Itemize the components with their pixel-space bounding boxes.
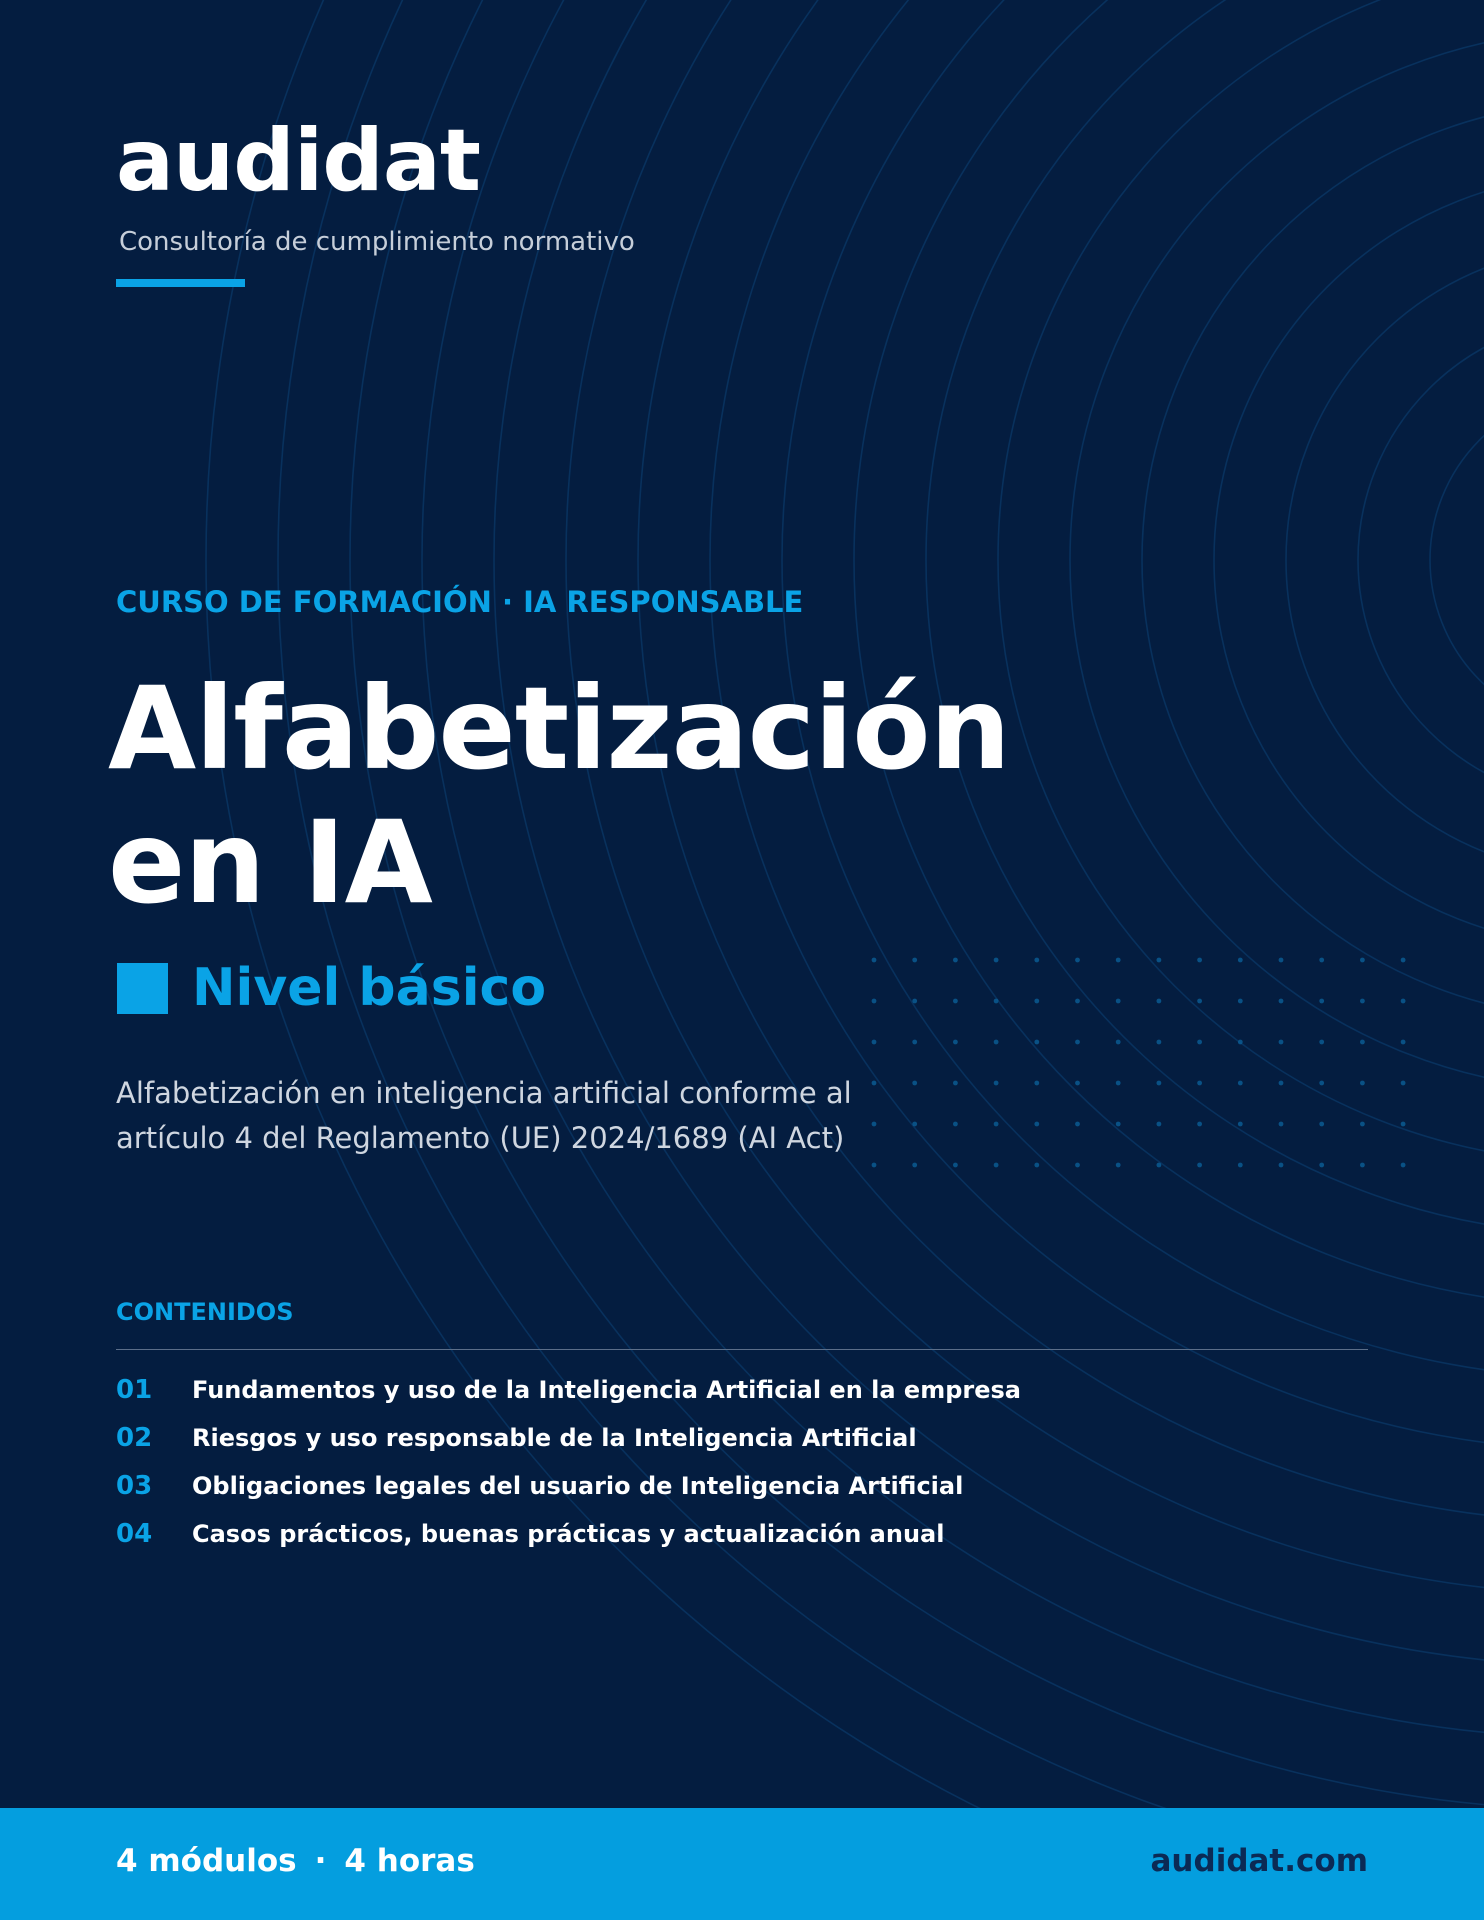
- background-dot: [1360, 958, 1365, 963]
- background-dot: [1197, 958, 1202, 963]
- contents-item-number: 02: [116, 1423, 153, 1453]
- background-arc: [278, 0, 1484, 1882]
- background-dot: [1401, 999, 1406, 1004]
- contents-item-number: 01: [116, 1375, 153, 1405]
- contents-item: [116, 1514, 1356, 1562]
- background-dot: [1197, 1040, 1202, 1045]
- background-dot: [994, 958, 999, 963]
- background-dot: [1197, 1122, 1202, 1127]
- background-dot: [1360, 1040, 1365, 1045]
- background-dot: [994, 1163, 999, 1168]
- footer-course-meta: [116, 1841, 475, 1881]
- background-dot: [1116, 1163, 1121, 1168]
- background-dot: [1157, 1122, 1162, 1127]
- background-dot: [1401, 1081, 1406, 1086]
- background-dot: [1401, 1163, 1406, 1168]
- background-dot: [1319, 1163, 1324, 1168]
- background-dot: [1319, 999, 1324, 1004]
- contents-item: [116, 1466, 1356, 1514]
- course-description-line-2: artículo 4 del Reglamento (UE) 2024/1689 (AI Act): [116, 1121, 845, 1155]
- background-dot: [1238, 1163, 1243, 1168]
- background-dot: [1034, 1040, 1039, 1045]
- background-dot: [1116, 1081, 1121, 1086]
- course-title: [108, 662, 1010, 930]
- background-dot: [953, 999, 958, 1004]
- background-dot: [953, 1163, 958, 1168]
- contents-item-text: Fundamentos y uso de la Inteligencia Artificial en la empresa: [192, 1376, 1021, 1404]
- background-dot: [1279, 958, 1284, 963]
- background-dot: [1279, 1040, 1284, 1045]
- background-dot: [1238, 1040, 1243, 1045]
- background-dot: [1034, 1163, 1039, 1168]
- course-description: [116, 1071, 996, 1161]
- contents-item-number: 03: [116, 1471, 153, 1501]
- course-level: Nivel básico: [192, 958, 547, 1018]
- background-arc: [926, 0, 1484, 1234]
- background-dot: [1075, 999, 1080, 1004]
- level-square-icon: [117, 963, 168, 1014]
- background-dot: [1116, 999, 1121, 1004]
- background-dot: [1034, 958, 1039, 963]
- background-dot: [1401, 1040, 1406, 1045]
- background-arc: [1214, 174, 1484, 946]
- background-arc: [1286, 246, 1484, 874]
- contents-heading: CONTENIDOS: [116, 1298, 294, 1326]
- background-dot: [1197, 1081, 1202, 1086]
- background-arc: [1070, 30, 1484, 1090]
- background-dot: [872, 999, 877, 1004]
- background-dot: [1238, 958, 1243, 963]
- contents-item: [116, 1370, 1356, 1418]
- background-dot: [1238, 999, 1243, 1004]
- background-dot: [912, 999, 917, 1004]
- background-dot: [1360, 999, 1365, 1004]
- contents-item: [116, 1418, 1356, 1466]
- background-dot: [1279, 999, 1284, 1004]
- footer-modules: 4 módulos: [116, 1843, 297, 1879]
- background-dot: [1197, 1163, 1202, 1168]
- background-dot: [1157, 1163, 1162, 1168]
- background-dot: [953, 958, 958, 963]
- background-dot: [912, 1040, 917, 1045]
- course-kicker: CURSO DE FORMACIÓN · IA RESPONSABLE: [116, 585, 804, 619]
- background-dot: [1319, 958, 1324, 963]
- background-dot: [1116, 958, 1121, 963]
- background-dot: [1401, 958, 1406, 963]
- brand-tagline: Consultoría de cumplimiento normativo: [119, 227, 635, 257]
- background-dot: [1075, 958, 1080, 963]
- background-dot: [1279, 1122, 1284, 1127]
- background-dot: [1034, 1122, 1039, 1127]
- brand-accent-rule: [116, 279, 245, 287]
- background-dot: [1319, 1122, 1324, 1127]
- background-dot: [1157, 1081, 1162, 1086]
- course-title-line-1: Alfabetización: [108, 662, 1010, 795]
- background-arc: [1142, 102, 1484, 1018]
- background-dot: [1157, 958, 1162, 963]
- background-dot: [1116, 1040, 1121, 1045]
- background-dot: [1197, 999, 1202, 1004]
- background-dot: [994, 999, 999, 1004]
- background-dot: [1075, 1081, 1080, 1086]
- background-dot: [1319, 1081, 1324, 1086]
- course-description-line-1: Alfabetización en inteligencia artificial conforme al: [116, 1076, 852, 1110]
- contents-item-number: 04: [116, 1519, 153, 1549]
- background-dot: [1319, 1040, 1324, 1045]
- background-dot: [994, 1040, 999, 1045]
- background-dot: [1075, 1122, 1080, 1127]
- background-dot: [1360, 1081, 1365, 1086]
- background-dot: [1157, 1040, 1162, 1045]
- background-dot: [912, 958, 917, 963]
- background-dot: [1238, 1081, 1243, 1086]
- background-dot: [912, 1163, 917, 1168]
- contents-item-text: Obligaciones legales del usuario de Inteligencia Artificial: [192, 1472, 964, 1500]
- background-arc: [1430, 390, 1484, 730]
- background-dot: [1279, 1163, 1284, 1168]
- contents-item-text: Casos prácticos, buenas prácticas y actualización anual: [192, 1520, 945, 1548]
- background-dot: [1360, 1163, 1365, 1168]
- background-dot: [1279, 1081, 1284, 1086]
- background-arc: [1358, 318, 1484, 802]
- background-dot: [872, 1163, 877, 1168]
- contents-list: [116, 1370, 1356, 1562]
- background-dot: [1034, 999, 1039, 1004]
- contents-divider: [116, 1349, 1368, 1350]
- background-dot: [872, 1040, 877, 1045]
- background-dot: [1075, 1040, 1080, 1045]
- background-dot: [1157, 999, 1162, 1004]
- contents-item-text: Riesgos y uso responsable de la Inteligencia Artificial: [192, 1424, 917, 1452]
- background-dot: [1360, 1122, 1365, 1127]
- background-dot: [872, 958, 877, 963]
- course-title-line-2: en IA: [108, 796, 432, 929]
- footer-website-link[interactable]: audidat.com: [1150, 1843, 1368, 1879]
- background-dot: [1075, 1163, 1080, 1168]
- background-dot: [1401, 1122, 1406, 1127]
- background-dot: [1116, 1122, 1121, 1127]
- background-dot: [953, 1040, 958, 1045]
- footer-separator: ·: [314, 1843, 327, 1879]
- footer-hours: 4 horas: [344, 1843, 475, 1879]
- background-dot: [1034, 1081, 1039, 1086]
- background-dot: [1238, 1122, 1243, 1127]
- brand-logo: audidat: [116, 111, 481, 211]
